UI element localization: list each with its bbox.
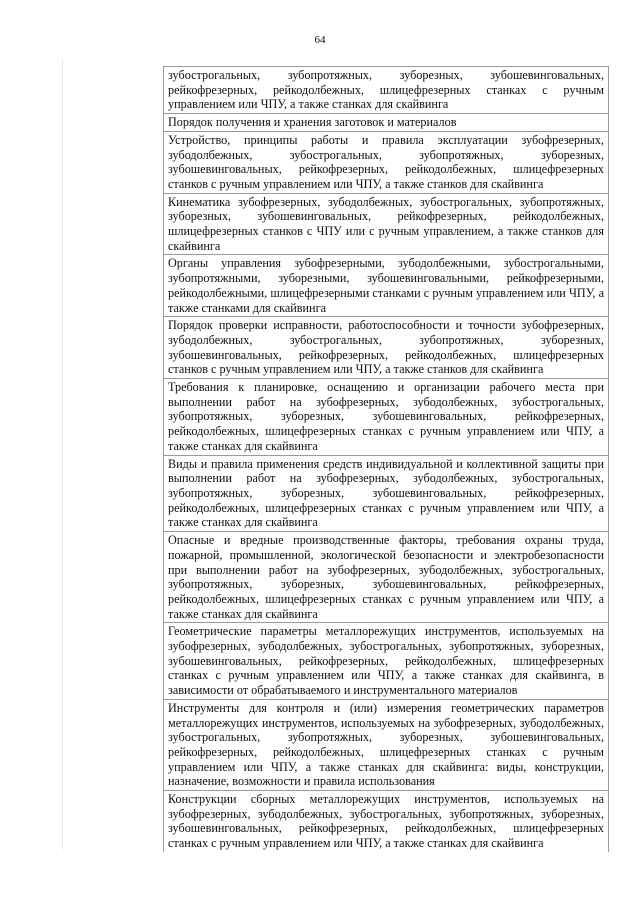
knowledge-requirements-table	[163, 66, 609, 852]
table-row: Инструменты для контроля и (или) измерения геометрических параметров металлорежущих инструментов, используемых на зубофрезерных, зубодолбежных, зубострогальных, зубопротяжных, зуборезных, зубошевинговальных, рейкофрезерных, рейкодолбежных, шлицефрезерных станках с ручным управлением или ЧПУ, а также станках для скайвинга: виды, конструкции, назначение, возможности и правила использования	[164, 700, 608, 791]
table-row: Виды и правила применения средств индивидуальной и коллективной защиты при выполнении работ на зубофрезерных, зубодолбежных, зубострогальных, зубопротяжных, зуборезных, зубошевинговальных, рейкофрезерных, рейкодолбежных, шлицефрезерных станках с ручным управлением или ЧПУ, а также станках для скайвинга	[164, 456, 608, 533]
table-row: Конструкции сборных металлорежущих инструментов, используемых на зубофрезерных, зубодолбежных, зубострогальных, зубопротяжных, зуборезных, зубошевинговальных, рейкофрезерных, рейкодолбежных, шлицефрезерных станках с ручным управлением или ЧПУ, а также станках для скайвинга	[168, 792, 604, 851]
table-row: Порядок получения и хранения заготовок и материалов	[164, 114, 608, 132]
table-row: зубострогальных, зубопротяжных, зуборезных, зубошевинговальных, рейкофрезерных, рейкодолбежных, шлицефрезерных станках с ручным управлением или ЧПУ, а также станках для скайвинга	[164, 67, 608, 114]
table-row: Порядок проверки исправности, работоспособности и точности зубофрезерных, зубодолбежных, зубострогальных, зубопротяжных, зуборезных, зубошевинговальных, рейкофрезерных, рейкодолбежных, шлицефрезерных станков с ручным управлением или ЧПУ, а также станков для скайвинга	[164, 317, 608, 379]
page-number: 64	[314, 34, 326, 46]
table-row: Требования к планировке, оснащению и организации рабочего места при выполнении работ на зубофрезерных, зубодолбежных, зубострогальных, зубопротяжных, зуборезных, зубошевинговальных, рейкофрезерных, рейкодолбежных, шлицефрезерных станках с ручным управлением или ЧПУ, а также станках для скайвинга	[164, 379, 608, 456]
table-row: Устройство, принципы работы и правила эксплуатации зубофрезерных, зубодолбежных, зубострогальных, зубопротяжных, зуборезных, зубошевинговальных, рейкофрезерных, рейкодолбежных, шлицефрезерных станков с ручным управлением или ЧПУ, а также станков для скайвинга	[164, 132, 608, 194]
left-table-column-border	[62, 60, 63, 850]
table-row: Геометрические параметры металлорежущих инструментов, используемых на зубофрезерных, зубодолбежных, зубострогальных, зубопротяжных, зуборезных, зубошевинговальных, рейкофрезерных, рейкодолбежных, шлицефрезерных станках с ручным управлением или ЧПУ, а также станках для скайвинга, в зависимости от обрабатываемого и инструментального материалов	[164, 623, 608, 700]
table-row: Опасные и вредные производственные факторы, требования охраны труда, пожарной, промышленной, экологической безопасности и электробезопасности при выполнении работ на зубофрезерных, зубодолбежных, зубострогальных, зубопротяжных, зуборезных, зубошевинговальных, рейкофрезерных, рейкодолбежных, шлицефрезерных станках с ручным управлением или ЧПУ, а также станках для скайвинга	[164, 532, 608, 623]
table-row: Кинематика зубофрезерных, зубодолбежных, зубострогальных, зубопротяжных, зуборезных, зубошевинговальных, рейкофрезерных, рейкодолбежных, шлицефрезерных станков с ЧПУ или с ручным управлением, а также станков для скайвинга	[164, 194, 608, 256]
table-row: Органы управления зубофрезерными, зубодолбежными, зубострогальными, зубопротяжными, зуборезными, зубошевинговальными, рейкофрезерными, рейкодолбежными, шлицефрезерными станками с ручным управлением или ЧПУ, а также станками для скайвинга	[164, 255, 608, 317]
